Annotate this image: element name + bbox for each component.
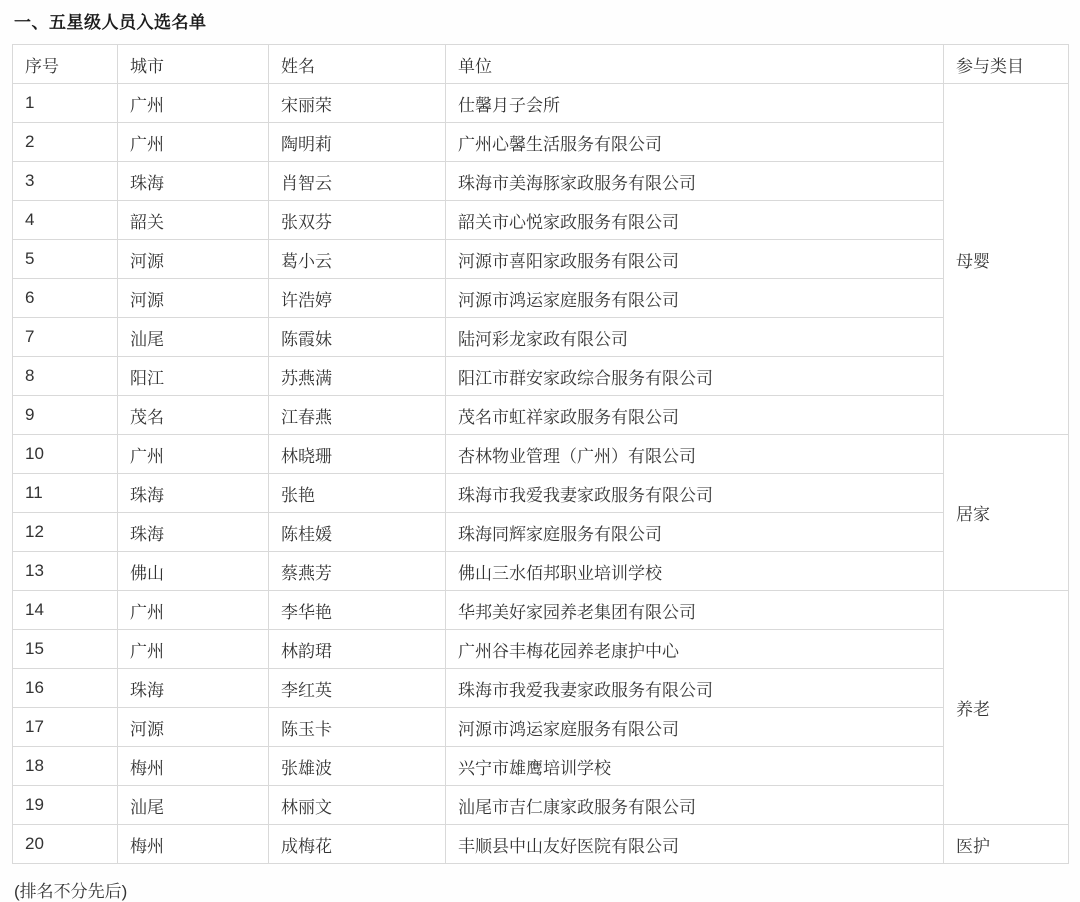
cell-organization: 河源市鸿运家庭服务有限公司 bbox=[446, 708, 944, 747]
cell-index: 7 bbox=[13, 318, 118, 357]
cell-name: 成梅花 bbox=[269, 825, 446, 864]
table-row bbox=[13, 357, 1069, 396]
cell-organization: 河源市鸿运家庭服务有限公司 bbox=[446, 279, 944, 318]
ranking-footnote: (排名不分先后) bbox=[14, 882, 128, 901]
cell-category: 居家 bbox=[944, 435, 1069, 591]
table-row bbox=[13, 201, 1069, 240]
cell-index: 1 bbox=[13, 84, 118, 123]
cell-name: 陈桂媛 bbox=[269, 513, 446, 552]
cell-category: 母婴 bbox=[944, 84, 1069, 435]
cell-organization: 广州心馨生活服务有限公司 bbox=[446, 123, 944, 162]
cell-name: 许浩婷 bbox=[269, 279, 446, 318]
cell-name: 张双芬 bbox=[269, 201, 446, 240]
table-row bbox=[13, 708, 1069, 747]
cell-name: 李红英 bbox=[269, 669, 446, 708]
cell-organization: 阳江市群安家政综合服务有限公司 bbox=[446, 357, 944, 396]
table-row bbox=[13, 747, 1069, 786]
cell-city: 珠海 bbox=[118, 669, 269, 708]
cell-index: 10 bbox=[13, 435, 118, 474]
table-row bbox=[13, 591, 1069, 630]
cell-city: 广州 bbox=[118, 84, 269, 123]
table-row bbox=[13, 318, 1069, 357]
cell-index: 13 bbox=[13, 552, 118, 591]
cell-index: 11 bbox=[13, 474, 118, 513]
cell-city: 韶关 bbox=[118, 201, 269, 240]
cell-name: 张艳 bbox=[269, 474, 446, 513]
cell-category: 医护 bbox=[944, 825, 1069, 864]
cell-name: 陈霞妹 bbox=[269, 318, 446, 357]
column-header-city: 城市 bbox=[118, 45, 269, 84]
header-row bbox=[13, 45, 1069, 84]
cell-city: 佛山 bbox=[118, 552, 269, 591]
table-row bbox=[13, 123, 1069, 162]
table-row bbox=[13, 396, 1069, 435]
cell-organization: 珠海同辉家庭服务有限公司 bbox=[446, 513, 944, 552]
column-header-category: 参与类目 bbox=[944, 45, 1069, 84]
table-row bbox=[13, 630, 1069, 669]
table-row bbox=[13, 279, 1069, 318]
cell-city: 广州 bbox=[118, 123, 269, 162]
cell-name: 苏燕满 bbox=[269, 357, 446, 396]
cell-name: 林丽文 bbox=[269, 786, 446, 825]
cell-organization: 汕尾市吉仁康家政服务有限公司 bbox=[446, 786, 944, 825]
cell-category: 养老 bbox=[944, 591, 1069, 825]
cell-city: 茂名 bbox=[118, 396, 269, 435]
cell-organization: 广州谷丰梅花园养老康护中心 bbox=[446, 630, 944, 669]
table-row bbox=[13, 552, 1069, 591]
cell-name: 江春燕 bbox=[269, 396, 446, 435]
cell-index: 20 bbox=[13, 825, 118, 864]
cell-organization: 珠海市我爱我妻家政服务有限公司 bbox=[446, 474, 944, 513]
cell-city: 阳江 bbox=[118, 357, 269, 396]
cell-organization: 珠海市我爱我妻家政服务有限公司 bbox=[446, 669, 944, 708]
cell-name: 蔡燕芳 bbox=[269, 552, 446, 591]
cell-city: 河源 bbox=[118, 708, 269, 747]
cell-city: 广州 bbox=[118, 591, 269, 630]
cell-index: 9 bbox=[13, 396, 118, 435]
table-row bbox=[13, 513, 1069, 552]
cell-organization: 华邦美好家园养老集团有限公司 bbox=[446, 591, 944, 630]
cell-name: 陈玉卡 bbox=[269, 708, 446, 747]
cell-organization: 珠海市美海豚家政服务有限公司 bbox=[446, 162, 944, 201]
cell-city: 广州 bbox=[118, 630, 269, 669]
cell-city: 梅州 bbox=[118, 825, 269, 864]
table-body bbox=[13, 84, 1069, 864]
roster-table bbox=[12, 44, 1069, 864]
cell-organization: 杏林物业管理（广州）有限公司 bbox=[446, 435, 944, 474]
cell-organization: 茂名市虹祥家政服务有限公司 bbox=[446, 396, 944, 435]
cell-name: 李华艳 bbox=[269, 591, 446, 630]
table-row bbox=[13, 786, 1069, 825]
cell-organization: 韶关市心悦家政服务有限公司 bbox=[446, 201, 944, 240]
column-header-index: 序号 bbox=[13, 45, 118, 84]
table-row bbox=[13, 240, 1069, 279]
cell-index: 12 bbox=[13, 513, 118, 552]
cell-index: 19 bbox=[13, 786, 118, 825]
cell-index: 6 bbox=[13, 279, 118, 318]
cell-name: 宋丽荣 bbox=[269, 84, 446, 123]
cell-name: 葛小云 bbox=[269, 240, 446, 279]
cell-index: 2 bbox=[13, 123, 118, 162]
table-row bbox=[13, 162, 1069, 201]
table-row bbox=[13, 825, 1069, 864]
cell-organization: 仕馨月子会所 bbox=[446, 84, 944, 123]
cell-index: 5 bbox=[13, 240, 118, 279]
cell-city: 河源 bbox=[118, 240, 269, 279]
cell-organization: 河源市喜阳家政服务有限公司 bbox=[446, 240, 944, 279]
cell-index: 4 bbox=[13, 201, 118, 240]
cell-index: 3 bbox=[13, 162, 118, 201]
table-header bbox=[13, 45, 1069, 84]
cell-name: 张雄波 bbox=[269, 747, 446, 786]
cell-city: 珠海 bbox=[118, 513, 269, 552]
cell-index: 16 bbox=[13, 669, 118, 708]
column-header-name: 姓名 bbox=[269, 45, 446, 84]
cell-city: 珠海 bbox=[118, 474, 269, 513]
cell-organization: 陆河彩龙家政有限公司 bbox=[446, 318, 944, 357]
table-row bbox=[13, 84, 1069, 123]
cell-city: 广州 bbox=[118, 435, 269, 474]
cell-index: 8 bbox=[13, 357, 118, 396]
table-row bbox=[13, 435, 1069, 474]
cell-index: 17 bbox=[13, 708, 118, 747]
cell-name: 林韵珺 bbox=[269, 630, 446, 669]
table-row bbox=[13, 474, 1069, 513]
page-title: 一、五星级人员入选名单 bbox=[14, 13, 207, 32]
cell-city: 珠海 bbox=[118, 162, 269, 201]
cell-city: 河源 bbox=[118, 279, 269, 318]
cell-city: 汕尾 bbox=[118, 786, 269, 825]
column-header-organization: 单位 bbox=[446, 45, 944, 84]
cell-name: 陶明莉 bbox=[269, 123, 446, 162]
cell-index: 14 bbox=[13, 591, 118, 630]
cell-name: 林晓珊 bbox=[269, 435, 446, 474]
table-row bbox=[13, 669, 1069, 708]
cell-city: 梅州 bbox=[118, 747, 269, 786]
cell-index: 15 bbox=[13, 630, 118, 669]
cell-index: 18 bbox=[13, 747, 118, 786]
cell-city: 汕尾 bbox=[118, 318, 269, 357]
cell-organization: 丰顺县中山友好医院有限公司 bbox=[446, 825, 944, 864]
cell-organization: 兴宁市雄鹰培训学校 bbox=[446, 747, 944, 786]
cell-organization: 佛山三水佰邦职业培训学校 bbox=[446, 552, 944, 591]
cell-name: 肖智云 bbox=[269, 162, 446, 201]
